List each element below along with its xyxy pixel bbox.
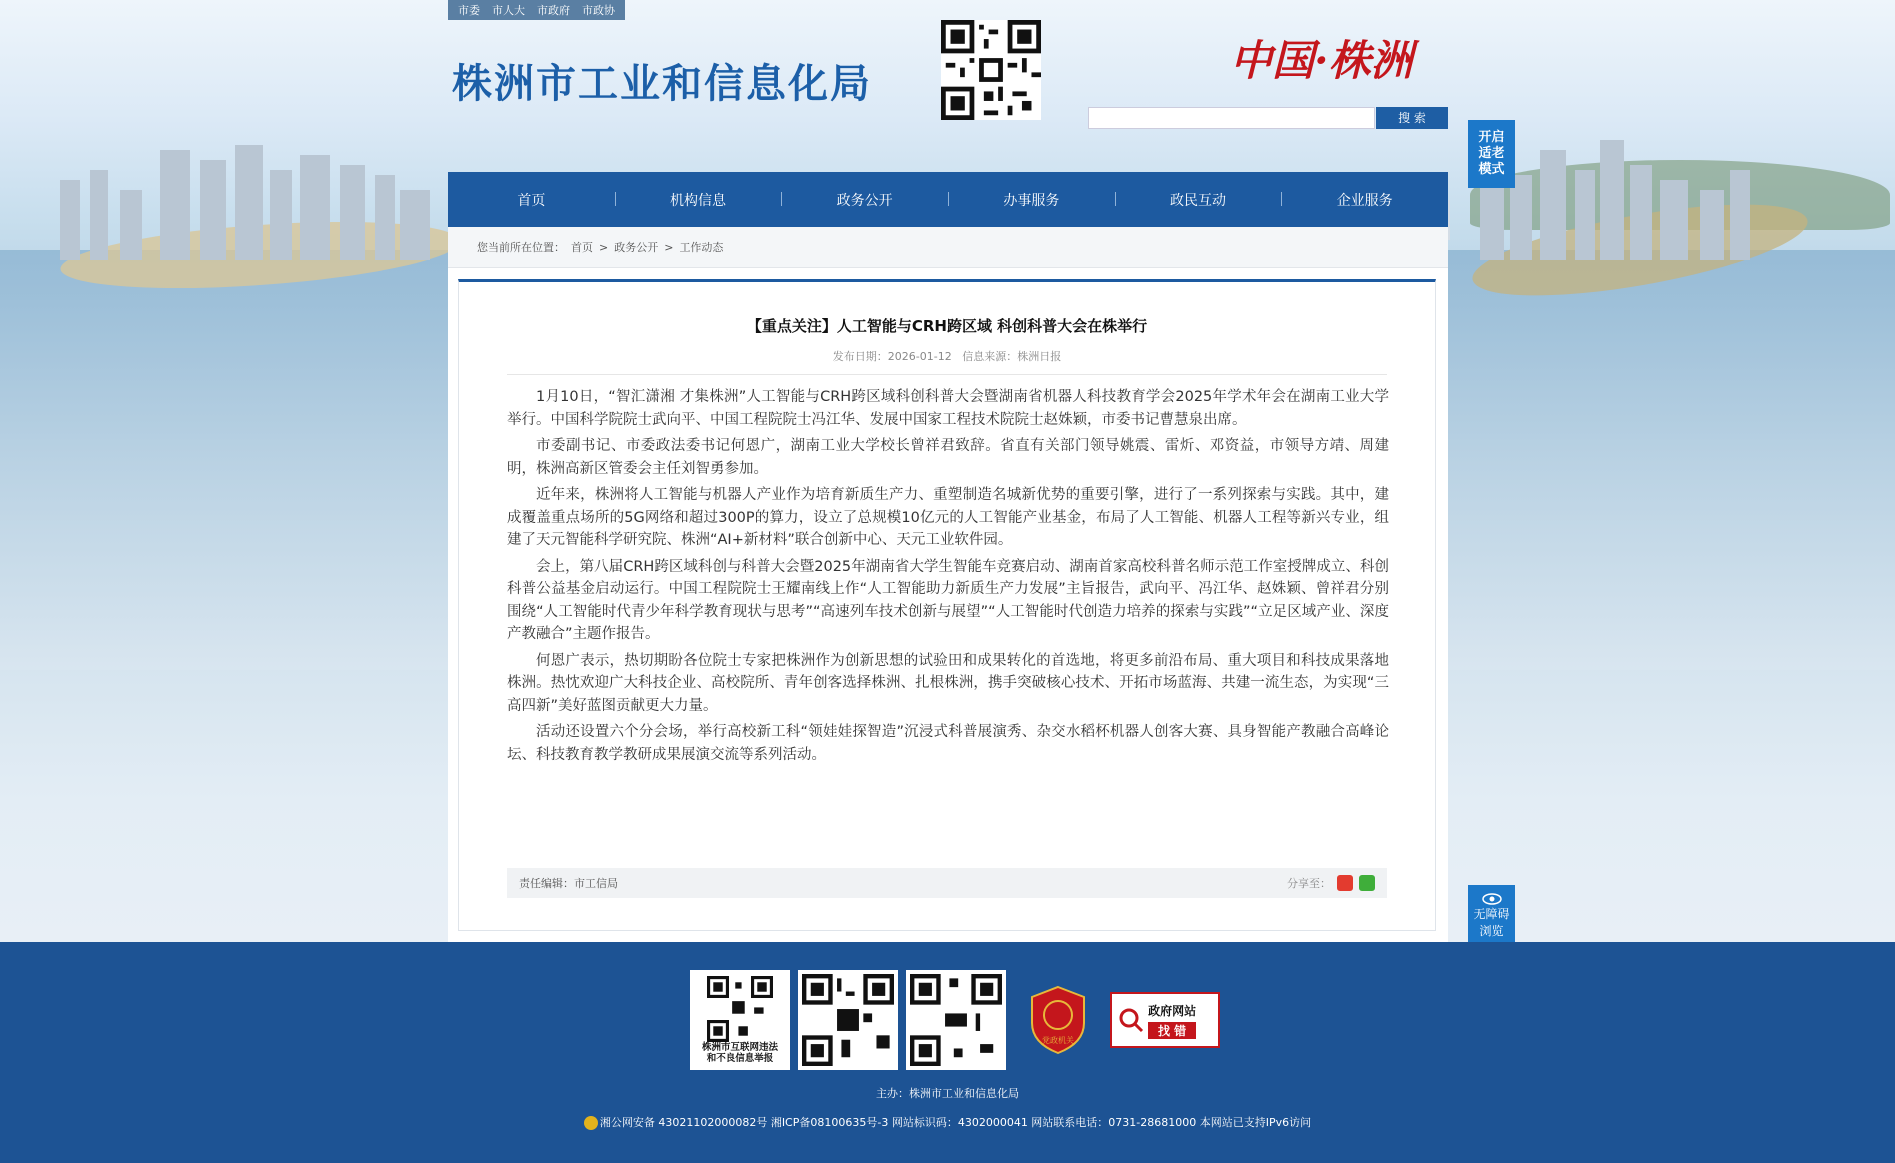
editor-info — [519, 875, 618, 891]
find-error-line-2: 找 错 — [1148, 1022, 1196, 1039]
host-organization: 主办：株洲市工业和信息化局 — [876, 1087, 1019, 1100]
article-paragraph: 近年来，株洲将人工智能与机器人产业作为培育新质生产力、重塑制造名城新优势的重要引擎，进行了一系列探索与实践。其中，建成覆盖重点场所的5G网络和超过300P的算力，设立了总规模10亿元的人工智能产业基金，布局了人工智能、机器人工程等新兴专业，组建了天元智能科学研究院、株洲“AI+新材料”联合创新中心、天元工业软件园。 — [507, 487, 1389, 548]
top-link-congress[interactable]: 市人大 — [492, 4, 525, 17]
police-badge-icon — [584, 1116, 598, 1130]
nav-interaction[interactable]: 政民互动 — [1115, 190, 1282, 210]
icp-text[interactable]: 湘公网安备 43021102000082号 湘ICP备08100635号-3 网站标识码：4302000041 网站联系电话：0731-28681000 本网站已支持IPv6访问 — [599, 1116, 1312, 1129]
report-qr[interactable] — [690, 970, 790, 1070]
article-paragraph: 何恩广表示，热切期盼各位院士专家把株洲作为创新思想的试验田和成果转化的首选地，将更多前沿布局、重大项目和科技成果落地株洲。热忱欢迎广大科技企业、高校院所、青年创客选择株洲、扎根株洲，携手突破核心技术、开拓市场蓝海、共建一流生态，为实现“三高四新”美好蓝图贡献更大力量。 — [507, 652, 1389, 714]
qr-code-icon — [910, 974, 1002, 1066]
publish-date: 2026-01-12 — [887, 350, 952, 363]
article-paragraph: 1月10日，“智汇潇湘 才集株洲”人工智能与CRH跨区域科创科普大会暨湖南省机器人科技教育学会2025年学术年会在湖南工业大学举行。中国科学院院士武向平、中国工程院院士冯江华、发展中国家工程技术院院士赵姝颖，市委书记曹慧泉出席。 — [507, 389, 1389, 428]
elderly-mode-line-3: 模式 — [1478, 162, 1505, 177]
article — [458, 279, 1436, 931]
nav-home[interactable]: 首页 — [517, 192, 546, 209]
source-label: 信息来源： — [962, 350, 1018, 363]
content-panel — [448, 227, 1448, 942]
article-meta — [459, 348, 1435, 364]
nav-enterprise[interactable]: 企业服务 — [1281, 190, 1448, 210]
nav-organization[interactable]: 机构信息 — [615, 190, 782, 210]
top-site-links — [448, 0, 625, 20]
search-button[interactable]: 搜 索 — [1376, 107, 1448, 129]
nav-services[interactable]: 办事服务 — [948, 190, 1115, 210]
party-government-badge-icon[interactable] — [1028, 985, 1088, 1055]
article-footer — [507, 868, 1387, 898]
page-footer — [0, 942, 1895, 1163]
breadcrumb — [448, 227, 1448, 268]
badge-text: 党政机关 — [1042, 1036, 1074, 1045]
editor-label: 责任编辑： — [519, 877, 574, 890]
article-body — [507, 386, 1389, 770]
qr-code-icon — [940, 20, 1042, 120]
search-input[interactable] — [1088, 107, 1375, 129]
accessibility-line-2: 浏览 — [1479, 924, 1504, 938]
elderly-mode-button[interactable] — [1468, 120, 1515, 188]
icp-info — [0, 1114, 1895, 1130]
find-error-line-1: 政府网站 — [1148, 1003, 1197, 1018]
wechat-share-icon[interactable] — [1359, 875, 1375, 891]
share-label: 分享至： — [1287, 877, 1331, 890]
date-label: 发布日期： — [832, 350, 888, 363]
elderly-mode-line-2: 适老 — [1478, 146, 1505, 161]
title-divider — [507, 374, 1387, 375]
breadcrumb-home[interactable]: 首页 — [571, 241, 593, 254]
article-paragraph: 会上，第八届CRH跨区域科创与科普大会暨2025年湖南省大学生智能车竞赛启动、湖南首家高校科普名师示范工作室授牌成立、科创科普公益基金启动运行。中国工程院院士王耀南线上作“人工智能助力新质生产力发展”主旨报告，武向平、冯江华、赵姝颖、曾祥君分别围绕“人工智能时代青少年科学教育现状与思考”“高速列车技术创新与展望”“人工智能时代创造力培养的探索与实践”“立足区域产业、深度产教融合”主题作报告。 — [507, 558, 1389, 642]
footer-icons — [690, 970, 1220, 1070]
breadcrumb-sep: > — [664, 240, 674, 254]
breadcrumb-prefix: 您当前所在位置： — [477, 241, 565, 254]
magnifier-icon — [1118, 1007, 1144, 1033]
share-bar — [1287, 875, 1375, 891]
top-link-government[interactable]: 市政府 — [537, 4, 570, 17]
wechat-qr[interactable] — [798, 970, 898, 1070]
qr-code-icon — [707, 976, 773, 1042]
nav-gov-affairs[interactable]: 政务公开 — [781, 190, 948, 210]
article-paragraph: 市委副书记、市委政法委书记何恩广，湖南工业大学校长曾祥君致辞。省直有关部门领导姚震、雷炘、邓资益，市领导方靖、周建明，株洲高新区管委会主任刘智勇参加。 — [507, 438, 1389, 477]
accessibility-line-1: 无障碍 — [1473, 907, 1510, 921]
top-link-cppcc[interactable]: 市政协 — [582, 4, 615, 17]
breadcrumb-work-news[interactable]: 工作动态 — [679, 241, 724, 254]
breadcrumb-sep: > — [599, 240, 609, 254]
app-qr[interactable] — [906, 970, 1006, 1070]
elderly-mode-line-1: 开启 — [1478, 130, 1505, 145]
article-source: 株洲日报 — [1017, 350, 1062, 363]
article-title: 【重点关注】人工智能与CRH跨区域 科创科普大会在株举行 — [746, 317, 1148, 335]
editor-name: 市工信局 — [574, 877, 618, 890]
weibo-share-icon[interactable] — [1337, 875, 1353, 891]
article-paragraph: 活动还设置六个分会场，举行高校新工科“领娃娃探智造”沉浸式科普展演秀、杂交水稻杯机器人创客大赛、具身智能产教融合高峰论坛、科技教育教学教研成果展演交流等系列活动。 — [507, 724, 1389, 763]
eye-icon — [1482, 893, 1502, 905]
report-caption-1: 株洲市互联网违法 — [701, 1042, 778, 1053]
accessibility-button[interactable] — [1468, 885, 1515, 947]
report-caption-2: 和不良信息举报 — [706, 1053, 774, 1064]
qr-code-icon — [802, 974, 894, 1066]
brand-calligraphy: 中国·株洲 — [1230, 36, 1413, 85]
site-title: 株洲市工业和信息化局 — [452, 61, 872, 107]
main-navigation — [448, 172, 1448, 227]
breadcrumb-gov-affairs[interactable]: 政务公开 — [614, 241, 659, 254]
find-error-button[interactable] — [1110, 992, 1220, 1048]
top-link-party[interactable]: 市委 — [458, 4, 480, 17]
